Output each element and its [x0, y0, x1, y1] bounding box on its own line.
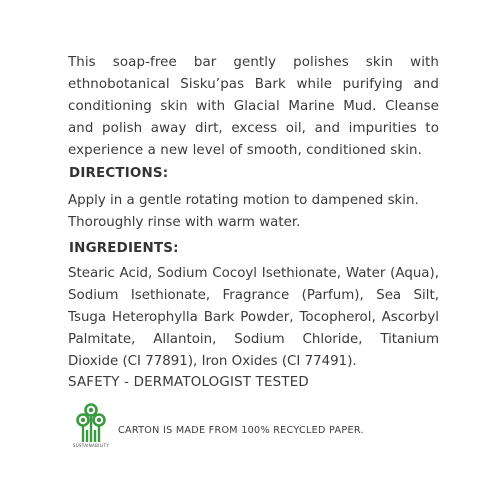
ingredients-list: Stearic Acid, Sodium Cocoyl Isethionate, Water (Aqua), Sodium Isethionate, Fragrance (Parfum), Sea Silt, Tsuga Heterophylla Bark Powder, Tocopherol, Ascorbyl Palmitate, Allantoin, Sodium Chloride, Titanium Dioxide (CI 77891), Iron Oxides (CI 77491).: [68, 266, 439, 369]
directions-text: Apply in a gentle rotating motion to dampened skin. Thoroughly rinse with warm water.: [68, 193, 419, 230]
sustainability-caption: SUSTAINABILITY: [72, 443, 110, 448]
safety-statement: SAFETY - DERMATOLOGIST TESTED: [68, 375, 309, 390]
recycled-carton-note: CARTON IS MADE FROM 100% RECYCLED PAPER.: [118, 425, 364, 436]
ingredients-heading: INGREDIENTS:: [69, 241, 179, 256]
product-description: This soap-free bar gently polishes skin with ethnobotanical Sisku’pas Bark while purifying and conditioning skin with Glacial Marine Mud. Cleanse and polish away dirt, excess oil, and impurities to experience a new level of smooth, conditioned skin.: [68, 55, 439, 158]
directions-heading: DIRECTIONS:: [69, 166, 169, 181]
